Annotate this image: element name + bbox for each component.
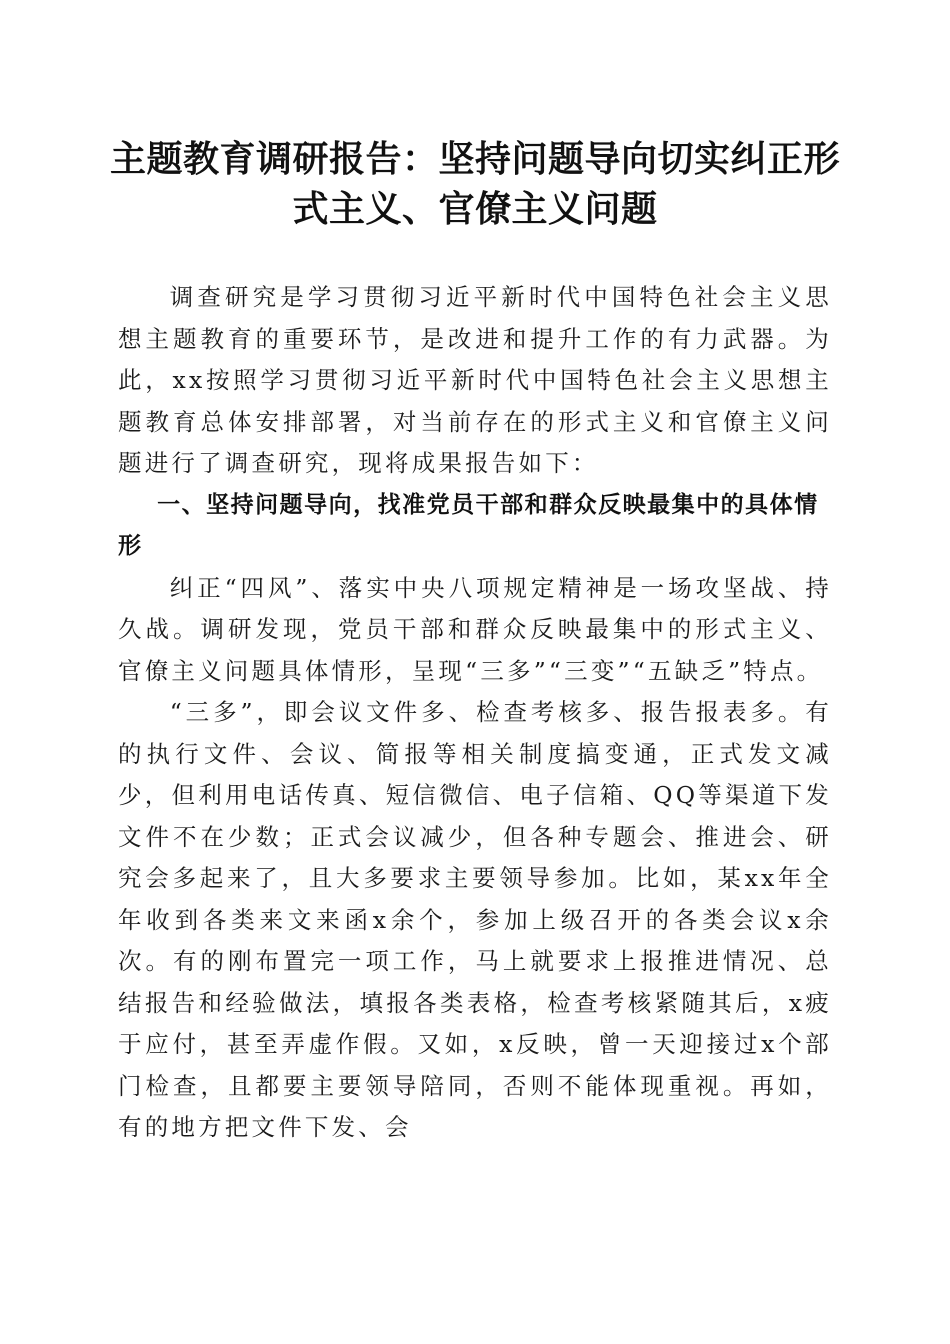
body-paragraph: 纠正“四风”、落实中央八项规定精神是一场攻坚战、持久战。调研发现，党员干部和群众反映最集中的形式主义、官僚主义问题具体情形，呈现“三多”“三变”“五缺乏”特点。 — [118, 573, 832, 685]
body-paragraph: “三多”，即会议文件多、检查考核多、报告报表多。有的执行文件、会议、简报等相关制度搞变通，正式发文减少，但利用电话传真、短信微信、电子信箱、QQ等渠道下发文件不在少数；正式会议减少，但各种专题会、推进会、研究会多起来了，且大多要求主要领导参加。比如，某xx年全年收到各类来文来函x余个，参加上级召开的各类会议x余次。有的刚布置完一项工作，马上就要求上报推进情况、总结报告和经验做法，填报各类表格，检查考核紧随其后，x疲于应付，甚至弄虚作假。又如，x反映，曾一天迎接过x个部门检查，且都要主要领导陪同，否则不能体现重视。再如，有的地方把文件下发、会 — [118, 698, 832, 1141]
document-title: 主题教育调研报告：坚持问题导向切实纠正形式主义、官僚主义问题 — [110, 138, 841, 230]
intro-paragraph: 调查研究是学习贯彻习近平新时代中国特色社会主义思想主题教育的重要环节，是改进和提升工作的有力武器。为此，xx按照学习贯彻习近平新时代中国特色社会主义思想主题教育总体安排部署，对当前存在的形式主义和官僚主义问题进行了调查研究，现将成果报告如下： — [118, 283, 832, 477]
section-heading-1: 一、坚持问题导向，找准党员干部和群众反映最集中的具体情形 — [118, 491, 819, 559]
document-body — [118, 277, 832, 1149]
